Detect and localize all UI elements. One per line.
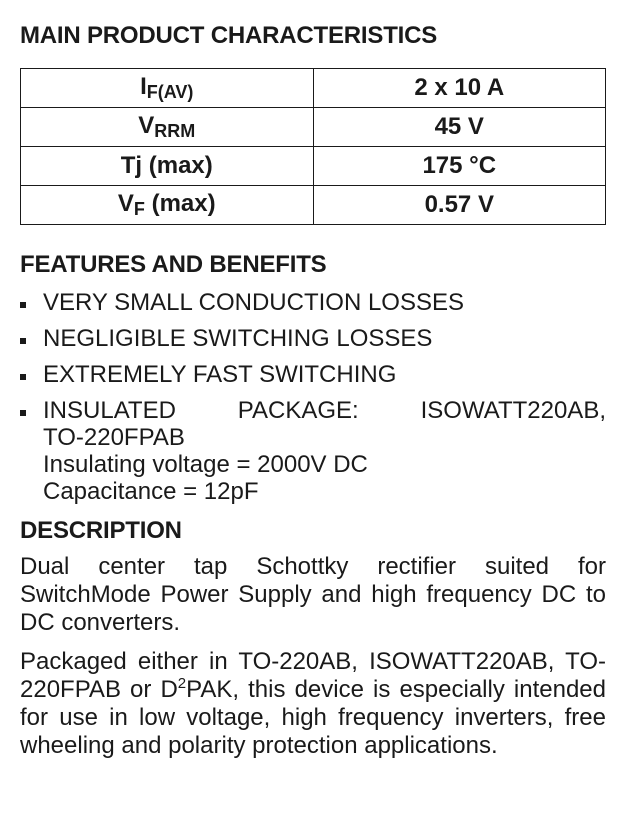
feature-text: EXTREMELY FAST SWITCHING bbox=[43, 361, 397, 388]
feature-text: NEGLIGIBLE SWITCHING LOSSES bbox=[43, 325, 433, 352]
param-symbol: V bbox=[138, 112, 155, 139]
feature-text: VERY SMALL CONDUCTION LOSSES bbox=[43, 289, 465, 316]
features-heading: FEATURES AND BENEFITS bbox=[20, 251, 327, 278]
param-subscript: F bbox=[133, 199, 145, 219]
list-item bbox=[20, 325, 606, 352]
feature-text: INSULATED PACKAGE: ISOWATT220AB, bbox=[43, 397, 606, 424]
superscript: 2 bbox=[177, 675, 187, 692]
capacitance-text: Capacitance = 12pF bbox=[43, 478, 259, 505]
param-symbol: Tj (max) bbox=[120, 152, 213, 179]
characteristics-table bbox=[20, 68, 606, 225]
description-heading: DESCRIPTION bbox=[20, 517, 182, 544]
features-list bbox=[20, 289, 606, 505]
param-subscript: F(AV) bbox=[146, 82, 194, 102]
square-bullet-icon bbox=[20, 338, 26, 344]
table-row bbox=[21, 108, 606, 147]
list-item bbox=[20, 361, 606, 388]
param-cell bbox=[21, 186, 314, 225]
insulating-voltage-text: Insulating voltage = 2000V DC bbox=[43, 451, 368, 478]
param-cell bbox=[21, 108, 314, 147]
square-bullet-icon bbox=[20, 374, 26, 380]
main-characteristics-heading: MAIN PRODUCT CHARACTERISTICS bbox=[20, 22, 438, 49]
param-suffix: (max) bbox=[144, 190, 216, 217]
value-cell: 45 V bbox=[313, 108, 605, 147]
square-bullet-icon bbox=[20, 302, 26, 308]
list-item bbox=[20, 397, 606, 505]
table-row bbox=[21, 186, 606, 225]
param-symbol: I bbox=[140, 73, 147, 100]
description-paragraph: Dual center tap Schottky rectifier suited for SwitchMode Power Supply and high frequency DC to DC converters. bbox=[20, 553, 606, 636]
value-cell: 175 °C bbox=[313, 147, 605, 186]
table-row bbox=[21, 147, 606, 186]
param-cell bbox=[21, 69, 314, 108]
value-cell: 2 x 10 A bbox=[313, 69, 605, 108]
description-paragraph bbox=[20, 648, 606, 760]
param-subscript: RRM bbox=[154, 121, 196, 141]
square-bullet-icon bbox=[20, 410, 26, 416]
description-text: PAK, this device is especially intended for use in low voltage, high frequency inverters, free wheeling and polarity protection applications. bbox=[20, 676, 607, 759]
description-text: Packaged either in TO-220AB, ISOWATT220AB, TO-220FPAB or D bbox=[20, 648, 606, 703]
param-cell bbox=[21, 147, 314, 186]
value-cell: 0.57 V bbox=[313, 186, 605, 225]
datasheet-page bbox=[20, 20, 606, 760]
list-item bbox=[20, 289, 606, 316]
feature-text: TO-220FPAB bbox=[43, 424, 185, 451]
table-row bbox=[21, 69, 606, 108]
param-symbol: V bbox=[117, 190, 134, 217]
